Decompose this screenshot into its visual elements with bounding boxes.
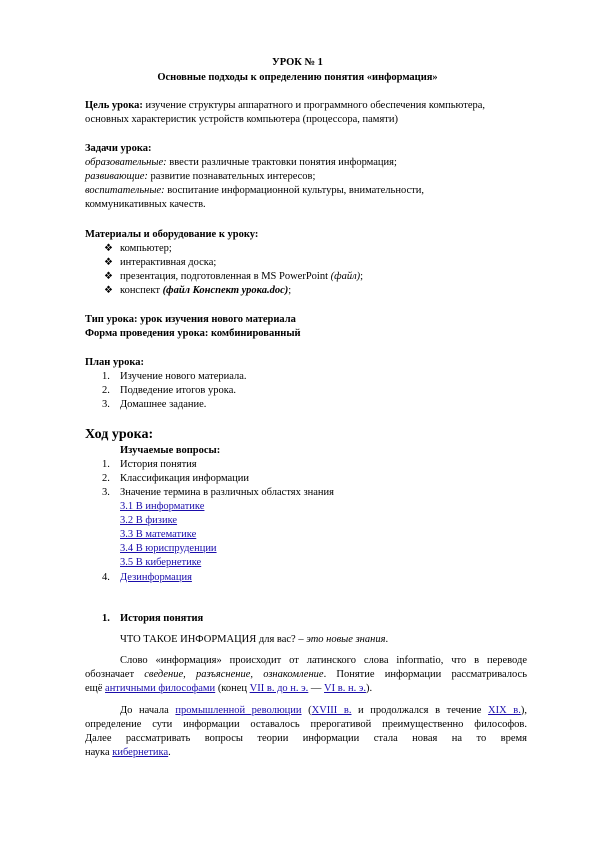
paragraph-1-line-3 <box>85 682 372 695</box>
lesson-form: Форма проведения урока: комбинированный <box>85 328 301 339</box>
link-jurisprudence[interactable]: 3.4 В юриспруденции <box>120 543 217 554</box>
question-number: 2. <box>102 473 110 484</box>
task-educational-label: образовательные: <box>85 157 167 168</box>
task-developing-text: развитие познавательных интересов; <box>147 171 316 182</box>
question-number: 1. <box>102 459 110 470</box>
plan-item-label: Домашнее задание. <box>120 399 207 410</box>
question-item <box>102 486 334 499</box>
link-disinformation[interactable]: Дезинформация <box>120 572 192 583</box>
lesson-type: Тип урока: урок изучения нового материала <box>85 314 296 325</box>
goal-label: Цель урока: <box>85 100 143 111</box>
question-number: 4. <box>102 572 110 583</box>
materials-item <box>104 256 216 269</box>
link-ancient-philosophers[interactable]: античными философами <box>105 683 216 694</box>
task-educational-text: ввести различные трактовки понятия информация; <box>166 157 397 168</box>
task-upbringing-text: воспитание информационной культуры, внимательности, <box>164 185 424 196</box>
task-upbringing-cont: коммуникативных качеств. <box>85 199 206 210</box>
materials-heading: Материалы и оборудование к уроку: <box>85 229 259 240</box>
section-1-title: История понятия <box>120 613 204 624</box>
p1-text: . Понятие информации рассматривалось <box>323 669 527 680</box>
question-item <box>102 472 249 485</box>
question-text: ЧТО ТАКОЕ ИНФОРМАЦИЯ для вас? – <box>120 634 307 645</box>
p1-text: — <box>308 683 325 694</box>
materials-item-label: конспект <box>120 285 163 296</box>
paragraph-2-line-3: Далее рассматривать вопросы теории информации стала новая на то время <box>85 733 527 744</box>
question-number: 3. <box>102 487 110 498</box>
question-item <box>102 458 197 471</box>
materials-item-label: интерактивная доска; <box>120 257 217 268</box>
p2-text: До начала <box>120 705 176 716</box>
task-educational <box>85 156 397 169</box>
goal-text-1: изучение структуры аппаратного и программного обеспечения компьютера, <box>142 100 486 111</box>
paragraph-1-line-1: Слово «информация» происходит от латинского слова informatio, что в переводе <box>120 655 527 666</box>
paragraph-2-line-4 <box>85 746 171 759</box>
tasks-heading: Задачи урока: <box>85 143 152 154</box>
link-cybernetics-science[interactable]: кибернетика <box>112 747 169 758</box>
materials-item-note: (файл Конспект урока.doc) <box>162 285 289 296</box>
link-physics[interactable]: 3.2 В физике <box>120 515 178 526</box>
bullet-icon: ❖ <box>104 285 113 296</box>
link-cybernetics[interactable]: 3.5 В кибернетике <box>120 557 202 568</box>
link-6th-century-ad[interactable]: VI в. н. э. <box>324 683 366 694</box>
paragraph-2-line-2: определение сути информации оставалось прерогативой преимущественно философов. <box>85 719 527 730</box>
p1-italic: сведение, разъяснение, ознакомление <box>144 669 324 680</box>
link-18th-century[interactable]: XVIII в. <box>311 705 352 716</box>
p1-text: (конец <box>215 683 250 694</box>
task-developing-label: развивающие: <box>85 171 148 182</box>
materials-item-note: (файл) <box>330 271 361 282</box>
p2-text: ), <box>520 705 528 716</box>
materials-item-label: презентация, подготовленная в MS PowerPoint <box>120 271 331 282</box>
section-1-heading <box>102 612 203 625</box>
goal-line-2: основных характеристик устройств компьютера (процессора, памяти) <box>85 114 398 125</box>
goal-line-1 <box>85 99 485 112</box>
task-developing <box>85 170 315 183</box>
plan-item-number: 1. <box>102 371 110 382</box>
paragraph-1-line-2 <box>85 668 527 681</box>
question-label: Значение термина в различных областях знания <box>120 487 334 498</box>
task-upbringing <box>85 184 424 197</box>
p2-text: и продолжался в течение <box>351 705 489 716</box>
lesson-subtitle: Основные подходы к определению понятия «информация» <box>157 72 438 83</box>
course-heading: Ход урока: <box>85 427 154 442</box>
plan-item-label: Изучение нового материала. <box>120 371 247 382</box>
p1-text: ещё <box>85 683 106 694</box>
plan-item <box>102 370 247 383</box>
materials-item <box>104 284 291 297</box>
section-1-number: 1. <box>102 613 110 624</box>
link-7th-century-bc[interactable]: VII в. до н. э. <box>249 683 309 694</box>
plan-item-label: Подведение итогов урока. <box>120 385 236 396</box>
link-19th-century[interactable]: XIX в. <box>488 705 521 716</box>
materials-item-end: ; <box>360 271 364 282</box>
task-upbringing-label: воспитательные: <box>85 185 165 196</box>
plan-item-number: 2. <box>102 385 110 396</box>
question-end: . <box>385 634 389 645</box>
link-informatics[interactable]: 3.1 В информатике <box>120 501 205 512</box>
materials-item <box>104 270 363 283</box>
link-industrial-revolution[interactable]: промышленной революции <box>175 705 302 716</box>
paragraph-2-line-1 <box>120 704 527 717</box>
bullet-icon: ❖ <box>104 257 113 268</box>
link-mathematics[interactable]: 3.3 В математике <box>120 529 197 540</box>
materials-item-label: компьютер; <box>120 243 172 254</box>
question-label: История понятия <box>120 459 197 470</box>
p2-text: наука <box>85 747 113 758</box>
materials-item-end: ; <box>288 285 292 296</box>
plan-item <box>102 384 236 397</box>
answer-text: это новые знания <box>306 634 386 645</box>
p1-text: ). <box>365 683 373 694</box>
question-item <box>102 571 192 584</box>
plan-heading: План урока: <box>85 357 144 368</box>
bullet-icon: ❖ <box>104 243 113 254</box>
bullet-icon: ❖ <box>104 271 113 282</box>
plan-item-number: 3. <box>102 399 110 410</box>
questions-heading: Изучаемые вопросы: <box>120 445 221 456</box>
question-label: Классификация информации <box>120 473 250 484</box>
p1-text: обозначает <box>85 669 145 680</box>
p2-text: . <box>168 747 171 758</box>
p2-text: ( <box>301 705 312 716</box>
plan-item <box>102 398 206 411</box>
section-1-question <box>120 633 388 646</box>
materials-item <box>104 242 172 255</box>
lesson-title: УРОК № 1 <box>272 57 323 68</box>
